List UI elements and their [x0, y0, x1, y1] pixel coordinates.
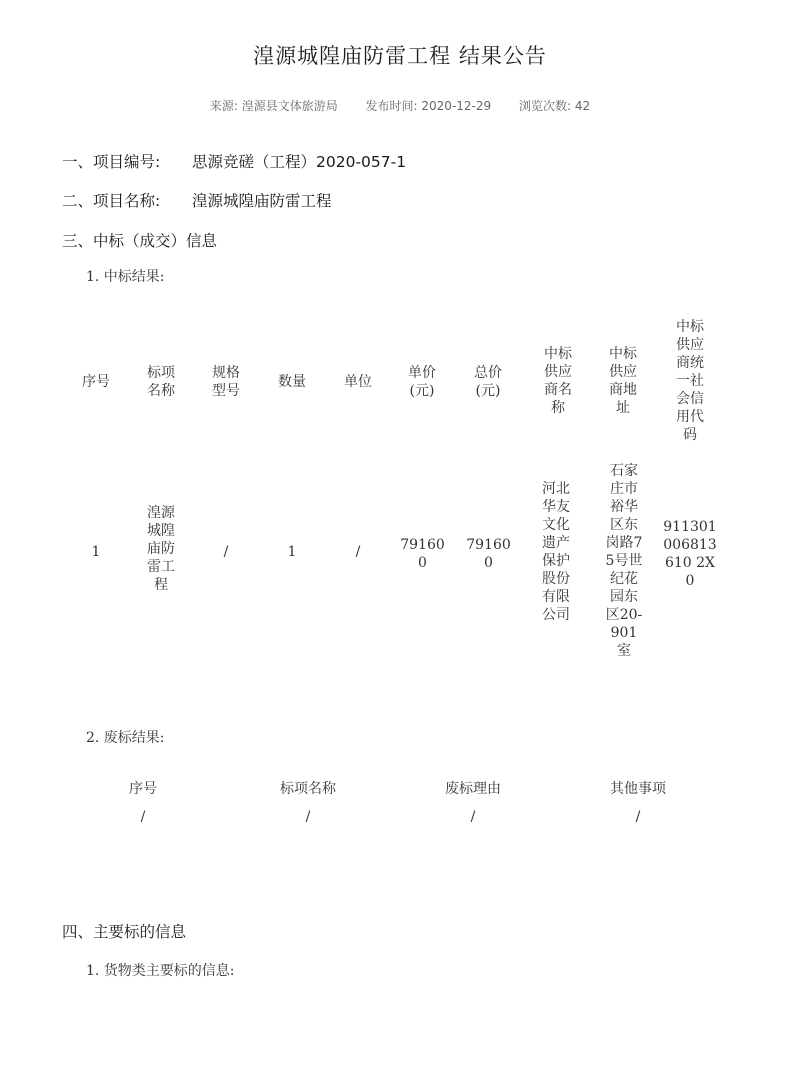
award-header-credit-code: 中标供应商统一社会信用代码 — [676, 319, 704, 443]
project-name-value: 湟源城隍庙防雷工程 — [192, 192, 332, 210]
abandon-cell-other: / — [635, 809, 641, 825]
award-cell-total-price: 791600 — [466, 537, 511, 571]
abandon-header-reason: 废标理由 — [445, 781, 501, 797]
abandon-cell-item-name: / — [305, 809, 311, 825]
award-header-unit-price: 单价(元) — [408, 365, 436, 399]
award-header-unit: 单位 — [344, 374, 372, 390]
award-header-spec: 规格型号 — [212, 365, 240, 399]
award-result-heading: 1. 中标结果: — [86, 269, 165, 285]
publish-time-text: 发布时间: 2020-12-29 — [365, 99, 492, 113]
award-cell-quantity: 1 — [287, 544, 297, 560]
award-cell-credit-code: 911301006813610 2X0 — [663, 519, 717, 589]
award-cell-spec: / — [223, 544, 229, 560]
abandon-header-index: 序号 — [129, 781, 157, 797]
award-header-supplier-name: 中标供应商名称 — [544, 346, 572, 416]
award-cell-index: 1 — [91, 544, 101, 560]
project-number-value: 思源竞磋（工程）2020-057-1 — [192, 153, 407, 171]
award-cell-item-name: 湟源城隍庙防雷工程 — [147, 505, 175, 593]
project-name-label: 二、项目名称: — [62, 192, 161, 210]
abandon-table — [0, 770, 800, 830]
award-header-item-name: 标项名称 — [147, 365, 175, 399]
project-number-label: 一、项目编号: — [62, 153, 161, 171]
abandon-header-other: 其他事项 — [610, 781, 666, 797]
award-header-index: 序号 — [82, 374, 110, 390]
award-cell-unit-price: 791600 — [400, 537, 445, 571]
award-cell-supplier-name: 河北华友文化遗产保护股份有限公司 — [542, 481, 570, 623]
abandon-cell-reason: / — [470, 809, 476, 825]
views-count-text: 浏览次数: 42 — [518, 99, 591, 113]
main-subject-heading: 四、主要标的信息 — [62, 923, 187, 941]
award-cell-supplier-address: 石家庄市裕华区东岗路75号世纪花园东区20-901室 — [605, 463, 643, 659]
award-header-total-price: 总价(元) — [474, 365, 502, 399]
page-title: 湟源城隍庙防雷工程 结果公告 — [253, 44, 547, 68]
goods-subject-heading: 1. 货物类主要标的信息: — [86, 963, 235, 979]
abandon-result-heading: 2. 废标结果: — [86, 730, 165, 746]
award-cell-unit: / — [355, 544, 361, 560]
abandon-header-item-name: 标项名称 — [280, 781, 336, 797]
award-header-quantity: 数量 — [278, 374, 306, 390]
source-text: 来源: 湟源县文体旅游局 — [209, 99, 338, 113]
abandon-cell-index: / — [140, 809, 146, 825]
award-info-heading: 三、中标（成交）信息 — [62, 232, 218, 250]
award-header-supplier-address: 中标供应商地址 — [609, 346, 637, 416]
